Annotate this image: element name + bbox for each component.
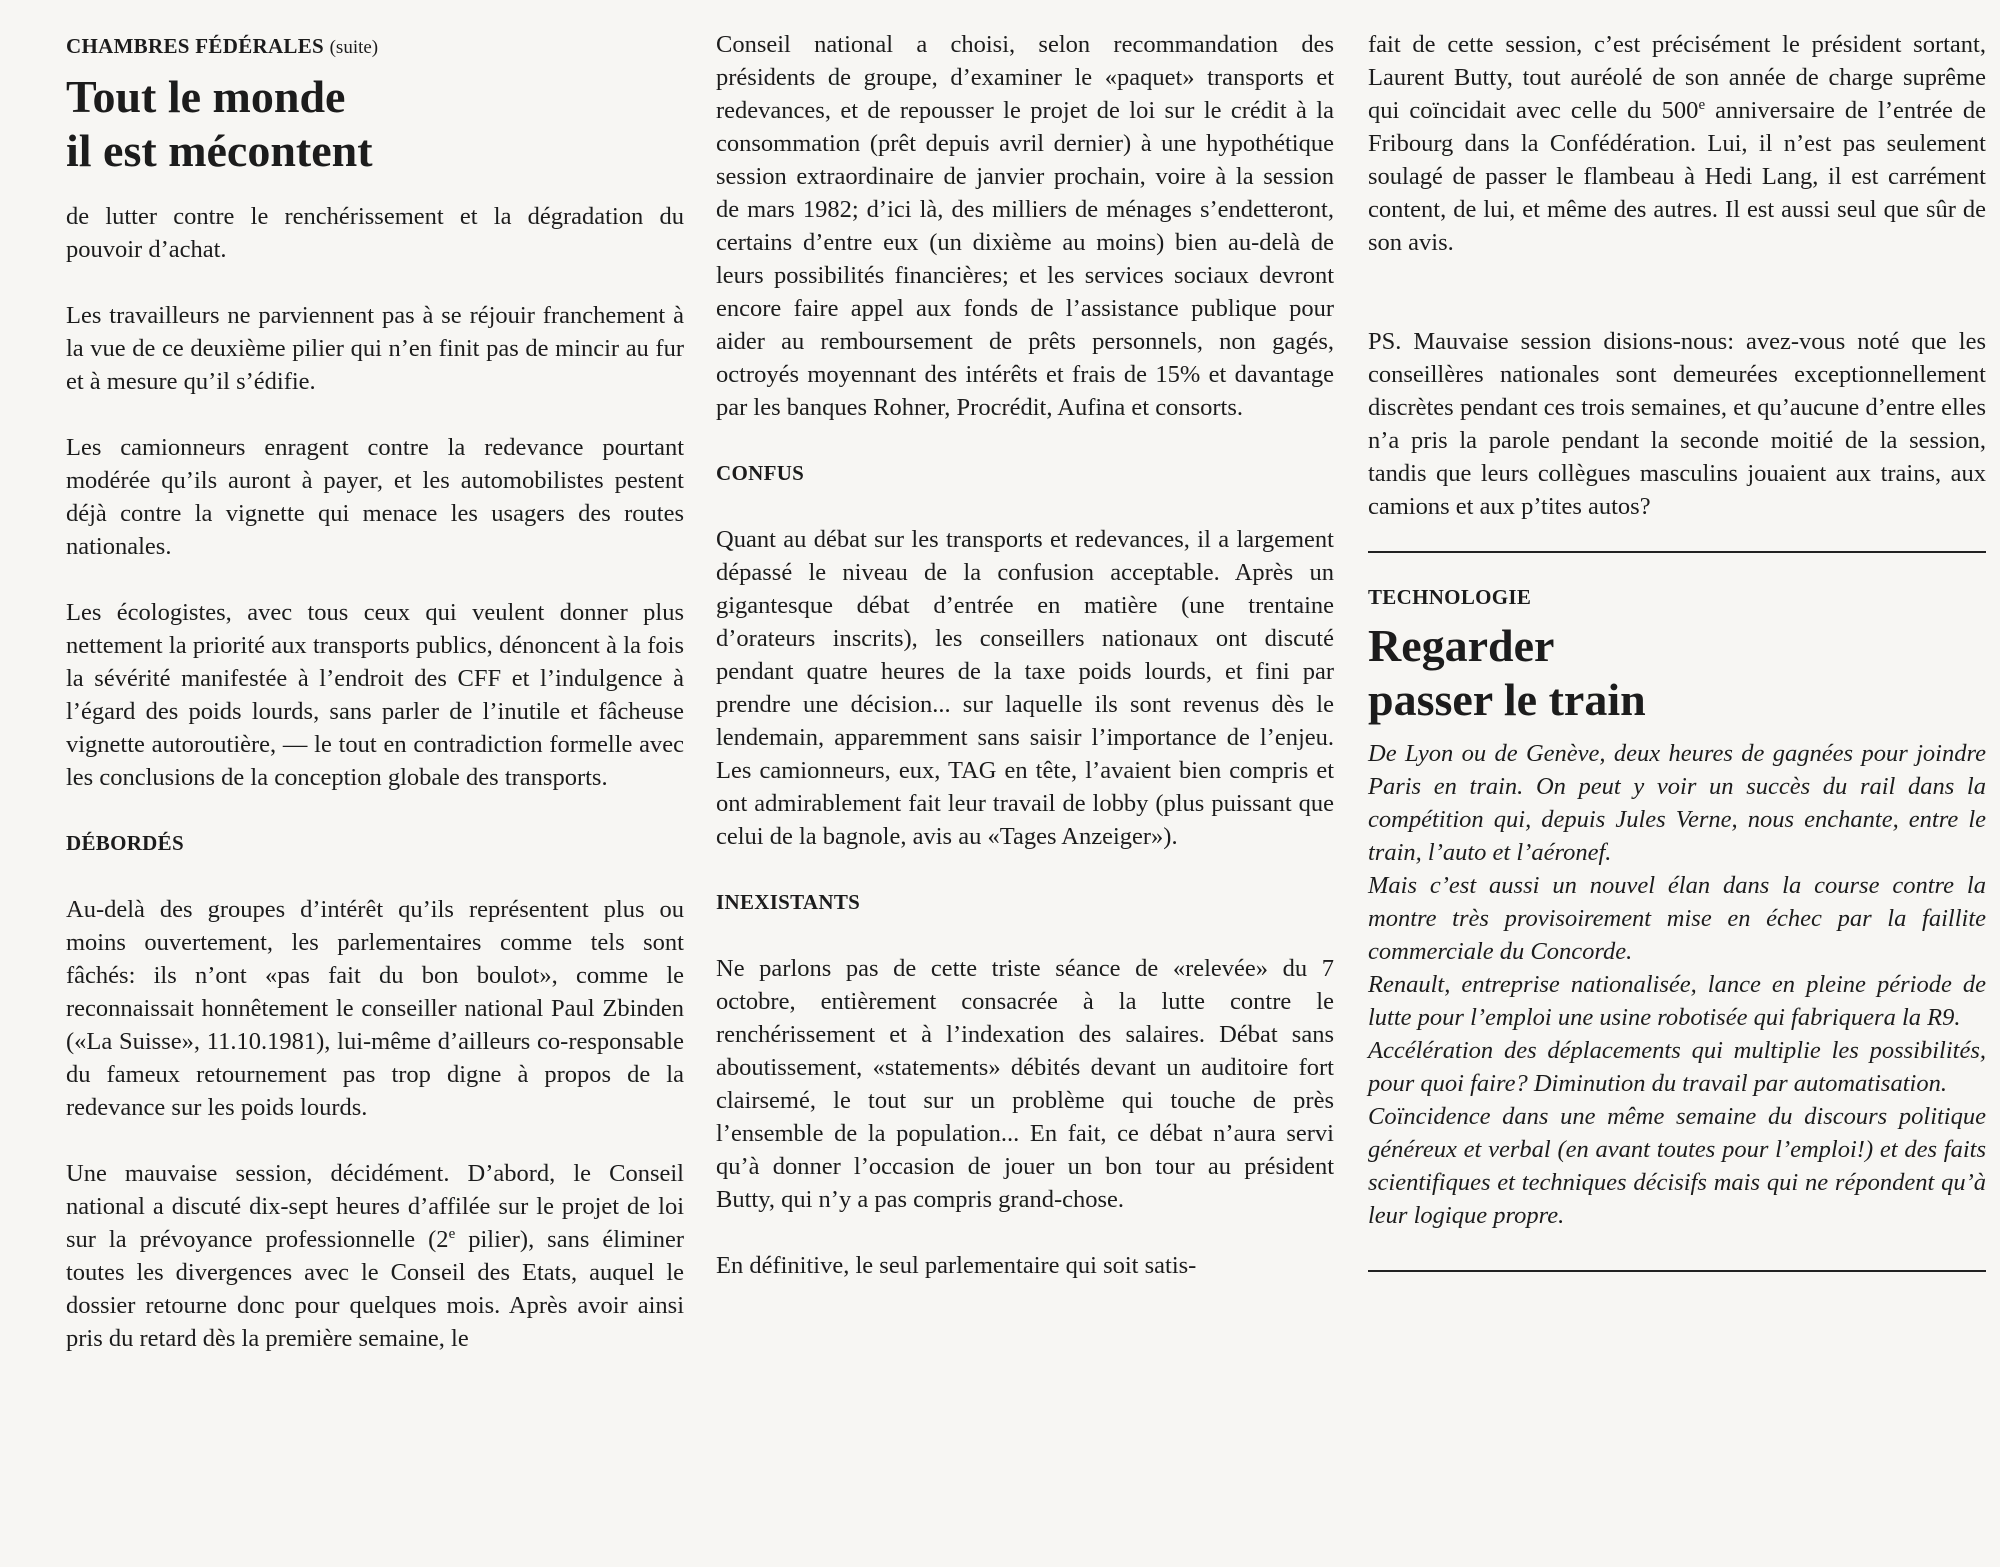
article-title-line-2: il est mécontent <box>66 125 373 176</box>
paragraph: Ne parlons pas de cette triste séance de «relevée» du 7 octobre, entièrement consacrée à la lutte contre le renchérissement et à l’indexation des salaires. Débat sans aboutissement, «statements» débités devant un auditoire fort clairsemé, le tout sur un problème qui touche de près l’ensemble de la population... En fait, ce débat n’aura servi qu’à donner l’occasion de jouer un bon tour au président Butty, qui n’y a pas compris grand-chose. <box>716 955 1334 1213</box>
paragraph: Conseil national a choisi, selon recommandation des présidents de groupe, d’examiner le «paquet» transports et redevances, et de repousser le projet de loi sur le crédit à la consommation (prêt depuis avril dernier) à une hypothétique session extraordinaire de janvier prochain, voire à la session de mars 1982; d’ici là, des milliers de ménages s’endetteront, certains d’entre eux (un dixième au moins) bien au-delà de leurs possibilités financières; et les services sociaux devront encore faire appel aux fonds de l’assistance publique pour aider au remboursement de prêts personnels, non gagés, octroyés moyennant des intérêts et frais de 15% et davantage par les banques Rohner, Procrédit, Aufina et consorts. <box>716 31 1334 421</box>
subheading-confus: CONFUS <box>716 461 805 485</box>
section-label <box>66 28 684 66</box>
paragraph-text: pilier), sans éliminer toutes les divergences avec le Conseil des Etats, auquel le dossier retourne donc pour quelques mois. Après avoir ainsi pris du retard dès la première semaine, le <box>66 1226 684 1352</box>
paragraph: Les travailleurs ne parviennent pas à se réjouir franchement à la vue de ce deuxième pilier qui n’en finit pas de mincir au fur et à mesure qu’il s’édifie. <box>66 302 684 395</box>
paragraph-text: fait de cette session, c’est précisément le président sortant, Laurent Butty, tout auréolé de son année de charge suprême qui coïncidait avec celle du 500 <box>1368 31 1986 124</box>
divider <box>1368 1270 1986 1272</box>
italic-paragraph: Mais c’est aussi un nouvel élan dans la course contre la montre très provisoirement mise en échec par la faillite commerciale du Concorde. <box>1368 872 1986 965</box>
column-1 <box>66 28 684 1355</box>
postscript: PS. Mauvaise session disions-nous: avez-vous noté que les conseillères nationales sont demeurées exceptionnellement discrètes pendant ces trois semaines, et qu’aucune d’entre elles n’a pris la parole pendant la seconde moitié de la session, tandis que leurs collègues masculins jouaient aux trains, aux camions et aux p’tites autos? <box>1368 328 1986 520</box>
italic-paragraph: Coïncidence dans une même semaine du discours politique généreux et verbal (en avant toutes pour l’emploi!) et des faits scientifiques et techniques décisifs mais qui ne répondent qu’à leur logique propre. <box>1368 1103 1986 1229</box>
paragraph: Les camionneurs enragent contre la redevance pourtant modérée qu’ils auront à payer, et les automobilistes pestent déjà contre la vignette qui menace les usagers des routes nationales. <box>66 434 684 560</box>
paragraph-text: anniversaire de l’entrée de Fribourg dans la Confédération. Lui, il n’est pas seulement soulagé de passer le flambeau à Hedi Lang, il est carrément content, de lui, et même des autres. Il est aussi seul que sûr de son avis. <box>1368 97 1986 256</box>
column-2 <box>716 28 1334 1282</box>
subheading-debordes: DÉBORDÉS <box>66 831 184 855</box>
italic-paragraph: De Lyon ou de Genève, deux heures de gagnées pour joindre Paris en train. On peut y voir un succès du rail dans la compétition qui, depuis Jules Verne, nous enchante, entre le train, l’auto et l’aéronef. <box>1368 740 1986 866</box>
article-title <box>1368 619 1986 727</box>
article-body-italic <box>1368 737 1986 1232</box>
section-label-suffix: (suite) <box>329 37 379 58</box>
paragraph-text: Une mauvaise session, décidément. D’abord, le Conseil national a discuté dix-sept heures d’affilée sur le projet de loi sur la prévoyance professionnelle (2 <box>66 1160 684 1253</box>
superscript: e <box>448 1225 456 1242</box>
section-label-technologie: TECHNOLOGIE <box>1368 585 1532 609</box>
section-label-text: CHAMBRES FÉDÉRALES <box>66 34 325 58</box>
article-title-line-2: passer le train <box>1368 674 1646 725</box>
paragraph <box>66 1157 684 1355</box>
paragraph: En définitive, le seul parlementaire qui soit satis- <box>716 1252 1197 1279</box>
article-title-line-1: Regarder <box>1368 620 1555 671</box>
paragraph: de lutter contre le renchérissement et la dégradation du pouvoir d’achat. <box>66 203 684 263</box>
column-3 <box>1368 28 1986 1272</box>
paragraph: Quant au débat sur les transports et redevances, il a largement dépassé le niveau de la confusion acceptable. Après un gigantesque débat d’entrée en matière (une trentaine d’orateurs inscrits), les conseillers nationaux ont discuté pendant quatre heures de la taxe poids lourds, et fini par prendre une décision... sur laquelle ils sont revenus dès le lendemain, apparemment sans saisir l’importance de l’enjeu. Les camionneurs, eux, TAG en tête, l’avaient bien compris et ont admirablement fait leur travail de lobby (plus puissant que celui de la bagnole, avis au «Tages Anzeiger»). <box>716 526 1334 850</box>
article-title-line-1: Tout le monde <box>66 71 346 122</box>
italic-paragraph: Renault, entreprise nationalisée, lance en pleine période de lutte pour l’emploi une usine robotisée qui fabriquera la R9. <box>1368 971 1986 1031</box>
paragraph <box>1368 28 1986 259</box>
article-title <box>66 70 684 178</box>
paragraph: Les écologistes, avec tous ceux qui veulent donner plus nettement la priorité aux transports publics, dénoncent à la fois la sévérité manifestée à l’endroit des CFF et l’indulgence à l’égard des poids lourds, sans parler de l’inutile et fâcheuse vignette autoroutière, — le tout en contradiction formelle avec les conclusions de la conception globale des transports. <box>66 599 684 791</box>
subheading-inexistants: INEXISTANTS <box>716 890 861 914</box>
paragraph: Au-delà des groupes d’intérêt qu’ils représentent plus ou moins ouvertement, les parlementaires comme tels sont fâchés: ils n’ont «pas fait du bon boulot», comme le reconnaissait honnêtement le conseiller national Paul Zbinden («La Suisse», 11.10.1981), lui-même d’ailleurs co-responsable du fameux retournement pas trop digne à propos de la redevance sur les poids lourds. <box>66 896 684 1121</box>
superscript: e <box>1698 96 1706 113</box>
italic-paragraph: Accélération des déplacements qui multiplie les possibilités, pour quoi faire? Diminution du travail par automatisation. <box>1368 1037 1986 1097</box>
divider <box>1368 551 1986 553</box>
